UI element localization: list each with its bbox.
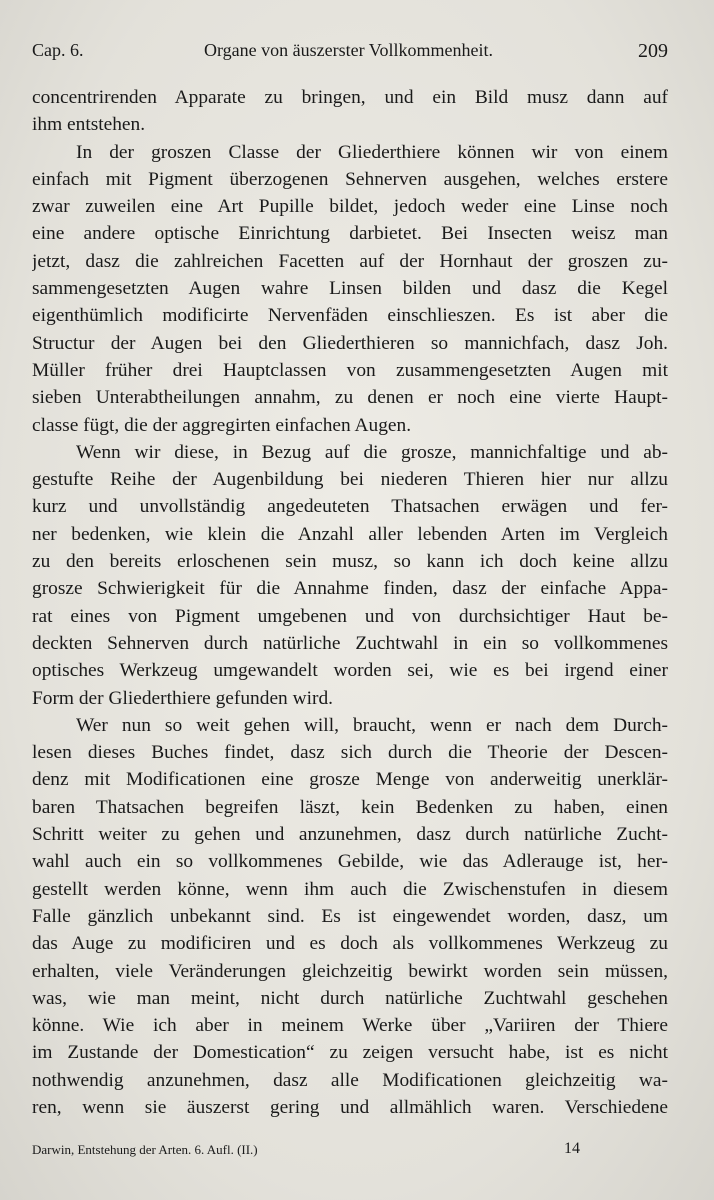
text-line: concentrirenden Apparate zu bringen, und ein Bild musz dann auf: [32, 87, 668, 108]
text-line: gestellt werden könne, wenn ihm auch die Zwischenstufen in diesem: [32, 878, 668, 900]
text-line: Falle gänzlich unbekannt sind. Es ist eingewendet worden, dasz, um: [32, 905, 668, 927]
sheet-number: 14: [564, 1140, 580, 1157]
text-line: grosze Schwierigkeit für die Annahme finden, dasz der einfache Appa-: [32, 578, 668, 600]
text-line: sammengesetzten Augen wahre Linsen bilden und dasz die Kegel: [32, 278, 668, 300]
running-header: [32, 40, 668, 74]
text-line: was, wie man meint, nicht durch natürliche Zuchtwahl geschehen: [32, 987, 668, 1009]
signature-line: Darwin, Entstehung der Arten. 6. Aufl. (II.): [32, 1142, 258, 1157]
text-line: das Auge zu modificiren und es doch als vollkommenes Werkzeug zu: [32, 933, 668, 955]
text-line: lesen dieses Buches findet, dasz sich durch die Theorie der Descen-: [32, 742, 668, 764]
running-title: Organe von äuszerster Vollkommenheit.: [204, 40, 493, 60]
text-line: zwar zuweilen eine Art Pupille bildet, jedoch weder eine Linse noch: [32, 196, 668, 218]
text-line: Structur der Augen bei den Gliederthieren so mannichfach, dasz Joh.: [32, 332, 668, 354]
text-line: Schritt weiter zu gehen und anzunehmen, dasz durch natürliche Zucht-: [32, 824, 668, 846]
text-line: einfach mit Pigment überzogenen Sehnerven ausgehen, welches erstere: [32, 168, 668, 190]
paragraph-2: [32, 139, 668, 439]
text-line: Wer nun so weit gehen will, braucht, wenn er nach dem Durch-: [76, 714, 668, 736]
text-line: In der groszen Classe der Gliederthiere können wir von einem: [76, 141, 668, 163]
text-line: im Zustande der Domestication“ zu zeigen versucht habe, ist es nicht: [32, 1042, 668, 1064]
body-text: [32, 84, 668, 1121]
text-line: classe fügt, die der aggregirten einfachen Augen.: [32, 414, 412, 436]
text-line: nothwendig anzunehmen, dasz alle Modificationen gleichzeitig wa-: [32, 1069, 668, 1091]
paragraph-1: [32, 84, 668, 139]
paragraph-3: [32, 439, 668, 712]
paragraph-4: [32, 712, 668, 1121]
text-line: Wenn wir diese, in Bezug auf die grosze, mannichfaltige und ab-: [76, 441, 668, 463]
text-line: ren, wenn sie äuszerst gering und allmählich waren. Verschiedene: [32, 1096, 668, 1118]
text-line: eigenthümlich modificirte Nervenfäden einschlieszen. Es ist aber die: [32, 305, 668, 327]
text-line: rat eines von Pigment umgebenen und von durchsichtiger Haut be-: [32, 605, 668, 627]
text-line: deckten Sehnerven durch natürliche Zuchtwahl in ein so vollkommenes: [32, 632, 668, 654]
text-line: denz mit Modificationen eine grosze Menge von anderweitig unerklär-: [32, 769, 668, 791]
text-line: optisches Werkzeug umgewandelt worden sei, wie es bei irgend einer: [32, 660, 668, 682]
text-line: erhalten, viele Veränderungen gleichzeitig bewirkt worden sein müssen,: [32, 960, 668, 982]
text-line: gestufte Reihe der Augenbildung bei niederen Thieren hier nur allzu: [32, 469, 668, 491]
text-line: könne. Wie ich aber in meinem Werke über „Variiren der Thiere: [32, 1015, 668, 1037]
text-line: Müller früher drei Hauptclassen von zusammengesetzten Augen mit: [32, 359, 668, 381]
text-line: ihm entstehen.: [32, 114, 146, 136]
page-number: 209: [638, 40, 668, 62]
text-line: zu den bereits erloschenen sein musz, so kann ich doch keine allzu: [32, 551, 668, 573]
chapter-label: Cap. 6.: [32, 40, 84, 60]
text-line: wahl auch ein so vollkommenes Gebilde, wie das Adlerauge ist, her-: [32, 851, 668, 873]
text-line: jetzt, dasz die zahlreichen Facetten auf der Hornhaut der groszen zu-: [32, 250, 668, 272]
text-line: eine andere optische Einrichtung darbietet. Bei Insecten weisz man: [32, 223, 668, 245]
text-line: ner bedenken, wie klein die Anzahl aller lebenden Arten im Vergleich: [32, 523, 668, 545]
text-line: Form der Gliederthiere gefunden wird.: [32, 687, 333, 709]
text-line: sieben Unterabtheilungen annahm, zu denen er noch eine vierte Haupt-: [32, 387, 668, 409]
text-line: kurz und unvollständig angedeuteten Thatsachen erwägen und fer-: [32, 496, 668, 518]
text-line: baren Thatsachen begreifen läszt, kein Bedenken zu haben, einen: [32, 796, 668, 818]
